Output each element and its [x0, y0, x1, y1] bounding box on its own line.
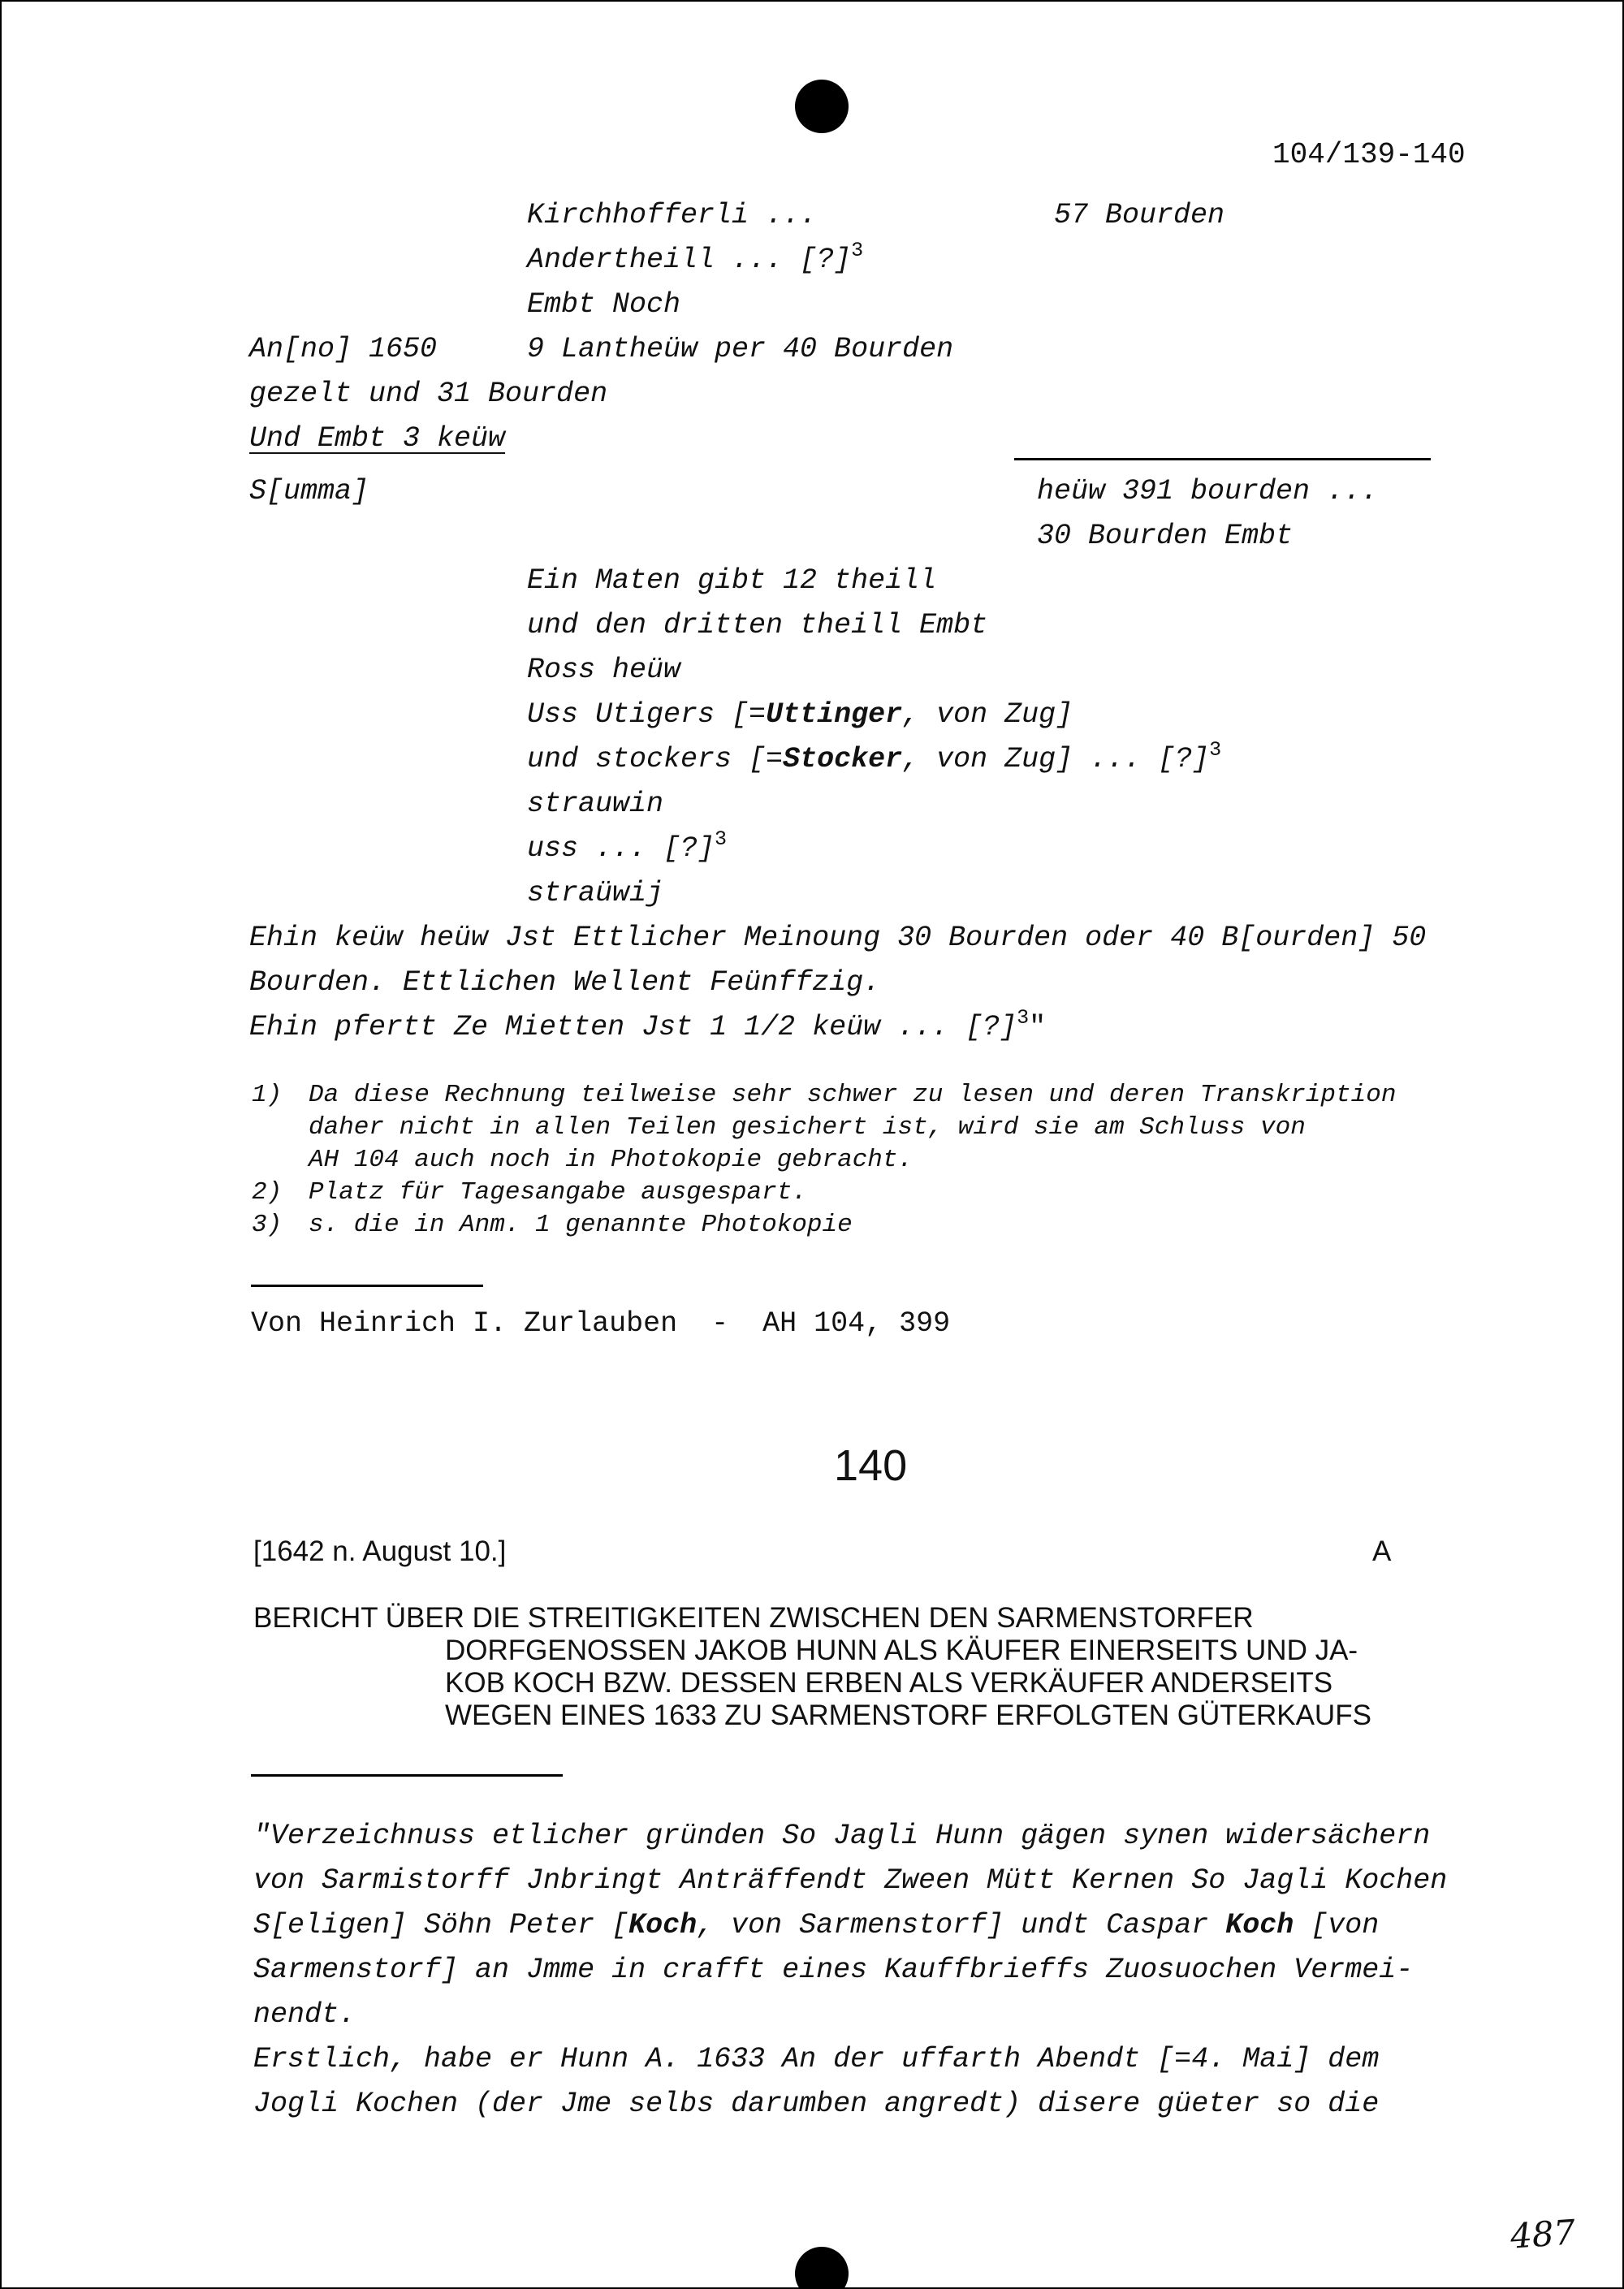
- body-line-4: Sarmenstorf] an Jmme in crafft eines Kauffbrieffs Zuosuochen Vermei-: [253, 1954, 1414, 1986]
- body-line-2: von Sarmistorff Jnbringt Anträffendt Zween Mütt Kernen So Jagli Kochen: [253, 1864, 1448, 1897]
- heading-rule: [251, 1774, 563, 1777]
- body-line-1: "Verzeichnuss etlicher gründen So Jagli Hunn gägen synen widersächern: [253, 1820, 1431, 1852]
- body-line-5: nendt.: [253, 1998, 356, 2031]
- footnote-3-line-1: s. die in Anm. 1 genannte Photokopie: [309, 1211, 853, 1239]
- und-embt-text: Und Embt 3 keüw: [249, 422, 506, 455]
- stockers-text-a: und stockers [=: [527, 743, 784, 775]
- name-stocker: Stocker: [783, 743, 903, 775]
- footnote-2-num: 2): [252, 1178, 283, 1207]
- punch-hole-bottom: [795, 2247, 849, 2289]
- list-dritten: und den dritten theill Embt: [527, 609, 988, 641]
- utigers-text-a: Uss Utigers [=: [527, 698, 767, 731]
- uss-text: uss ... [?]: [527, 832, 715, 865]
- stockers-text-b: , von Zug] ... [?]: [902, 743, 1210, 775]
- heading-line-3: KOB KOCH BZW. DESSEN ERBEN ALS VERKÄUFER ANDERSEITS: [445, 1667, 1333, 1699]
- list-lantheuw: 9 Lantheüw per 40 Bourden: [527, 333, 954, 365]
- footnote-1-line-2: daher nicht in allen Teilen gesichert ist, wird sie am Schluss von: [309, 1113, 1306, 1142]
- list-andertheill: [527, 238, 863, 283]
- list-ehin-line-1: Ehin keüw heüw Jst Ettlicher Meinoung 30 Bourden oder 40 B[ourden] 50: [249, 922, 1427, 954]
- list-utigers: [527, 693, 1073, 737]
- punch-hole-top: [795, 80, 849, 133]
- footnote-1-num: 1): [252, 1081, 283, 1109]
- list-strauwij: straüwij: [527, 877, 664, 909]
- list-strauwin: strauwin: [527, 788, 664, 820]
- footnote-3-num: 3): [252, 1211, 283, 1239]
- list-57-bourden: 57 Bourden: [1054, 199, 1225, 231]
- list-anno-1650: An[no] 1650: [249, 333, 438, 365]
- ehin-3-text: Ehin pfertt Ze Mietten Jst 1 1/2 keüw ... [?]: [249, 1011, 1017, 1043]
- heading-line-2: DORFGENOSSEN JAKOB HUNN ALS KÄUFER EINERSEITS UND JA-: [445, 1635, 1358, 1666]
- separator-rule: [251, 1285, 483, 1287]
- source-line: Von Heinrich I. Zurlauben - AH 104, 399: [251, 1307, 951, 1340]
- body-3-b: , von Sarmenstorf] undt Caspar: [697, 1909, 1226, 1941]
- footnote-ref: 3: [851, 239, 864, 262]
- list-heuw-391: heüw 391 bourden ...: [1037, 475, 1379, 507]
- list-kirchhofferli: Kirchhofferli ...: [527, 199, 818, 231]
- list-ehin-line-3: [249, 1005, 1046, 1050]
- footnote-ref: 3: [1017, 1006, 1030, 1030]
- body-line-3: [253, 1903, 1379, 1948]
- sum-rule: [1014, 458, 1431, 460]
- handwritten-page-number: 487: [1509, 2212, 1577, 2257]
- footnote-1-line-1: Da diese Rechnung teilweise sehr schwer zu lesen und deren Transkription: [309, 1081, 1397, 1109]
- list-ehin-line-2: Bourden. Ettlichen Wellent Feünffzig.: [249, 966, 881, 999]
- footnote-ref: 3: [1209, 738, 1222, 762]
- list-ross: Ross heüw: [527, 654, 681, 686]
- list-stockers: [527, 737, 1221, 782]
- list-summa: S[umma]: [249, 475, 369, 507]
- footnote-1-line-3: AH 104 auch noch in Photokopie gebracht.: [309, 1146, 914, 1174]
- body-3-a: S[eligen] Söhn Peter [: [253, 1909, 629, 1941]
- entry-number: 140: [834, 1441, 908, 1490]
- list-gezelt: gezelt und 31 Bourden: [249, 378, 608, 410]
- list-uss: [527, 827, 727, 871]
- name-koch: Koch: [628, 1909, 698, 1941]
- name-koch: Koch: [1225, 1909, 1294, 1941]
- list-30-bourden: 30 Bourden Embt: [1037, 520, 1294, 552]
- name-uttinger: Uttinger: [766, 698, 903, 731]
- footnote-ref: 3: [715, 827, 728, 851]
- body-line-6: Erstlich, habe er Hunn A. 1633 An der uffarth Abendt [=4. Mai] dem: [253, 2043, 1380, 2075]
- list-embt-noch: Embt Noch: [527, 288, 681, 321]
- body-line-7: Jogli Kochen (der Jme selbs darumben angredt) disere güeter so die: [253, 2088, 1380, 2120]
- heading-line-4: WEGEN EINES 1633 ZU SARMENSTORF ERFOLGTEN GÜTERKAUFS: [445, 1699, 1371, 1731]
- entry-date: [1642 n. August 10.]: [253, 1535, 507, 1567]
- closing-quote: ": [1029, 1011, 1047, 1043]
- utigers-text-b: , von Zug]: [902, 698, 1073, 731]
- andertheill-text: Andertheill ... [?]: [527, 244, 852, 276]
- entry-letter: A: [1372, 1535, 1392, 1567]
- footnote-2-line-1: Platz für Tagesangabe ausgespart.: [309, 1178, 807, 1207]
- heading-line-1: BERICHT ÜBER DIE STREITIGKEITEN ZWISCHEN DEN SARMENSTORFER: [253, 1602, 1254, 1634]
- page-reference: 104/139-140: [1272, 138, 1466, 171]
- list-und-embt: [249, 417, 505, 461]
- body-3-c: [von: [1294, 1909, 1380, 1941]
- list-maten: Ein Maten gibt 12 theill: [527, 564, 937, 597]
